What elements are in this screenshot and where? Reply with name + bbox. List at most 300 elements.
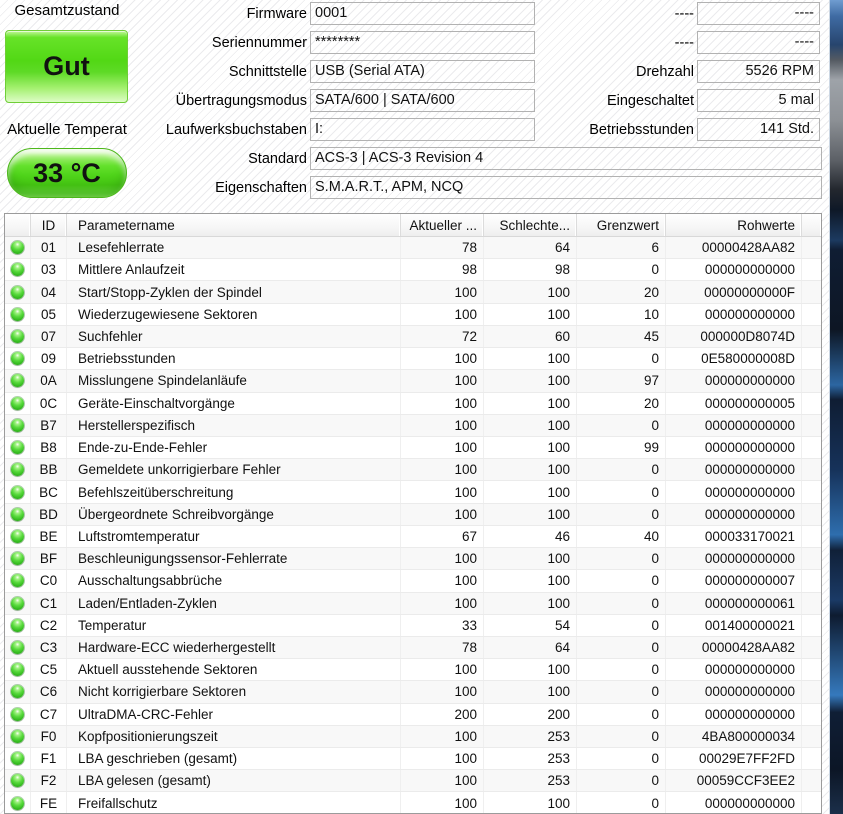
cell-id: 09 <box>31 348 67 369</box>
cell-threshold: 0 <box>577 792 666 813</box>
cell-threshold: 0 <box>577 704 666 725</box>
cell-raw: 000000000000 <box>666 681 802 702</box>
cell-filler <box>802 348 821 369</box>
cell-id: 01 <box>31 237 67 258</box>
cell-raw: 000000000000 <box>666 415 802 436</box>
cell-status <box>5 704 31 725</box>
health-status-button[interactable]: Gut <box>5 30 128 103</box>
info-field-label: Eigenschaften <box>215 179 307 196</box>
stat-field-value-box: 5 mal <box>697 89 820 112</box>
cell-id: BE <box>31 526 67 547</box>
cell-parametername: Mittlere Anlaufzeit <box>67 259 401 280</box>
cell-status <box>5 481 31 502</box>
cell-current: 100 <box>401 348 484 369</box>
cell-filler <box>802 281 821 302</box>
cell-raw: 000000000000 <box>666 370 802 391</box>
cell-raw: 000000000000 <box>666 548 802 569</box>
cell-current: 100 <box>401 281 484 302</box>
cell-threshold: 20 <box>577 393 666 414</box>
cell-worst: 100 <box>484 393 577 414</box>
cell-raw: 000000000000 <box>666 792 802 813</box>
cell-raw: 0E580000008D <box>666 348 802 369</box>
info-field-value-box: I: <box>310 118 535 141</box>
cell-threshold: 0 <box>577 459 666 480</box>
smart-table-row-BD[interactable] <box>5 504 821 526</box>
temperature-label: Aktuelle Temperat <box>7 121 127 138</box>
smart-table-row-F1[interactable] <box>5 748 821 770</box>
smart-table-row-BE[interactable] <box>5 526 821 548</box>
info-field-value-box: S.M.A.R.T., APM, NCQ <box>310 176 822 199</box>
smart-table-row-C3[interactable] <box>5 637 821 659</box>
cell-parametername: Temperatur <box>67 615 401 636</box>
cell-parametername: Freifallschutz <box>67 792 401 813</box>
cell-threshold: 0 <box>577 593 666 614</box>
cell-worst: 253 <box>484 770 577 791</box>
cell-threshold: 0 <box>577 504 666 525</box>
status-ok-icon <box>11 441 24 454</box>
cell-parametername: Luftstromtemperatur <box>67 526 401 547</box>
cell-worst: 98 <box>484 259 577 280</box>
cell-current: 100 <box>401 748 484 769</box>
cell-parametername: Wiederzugewiesene Sektoren <box>67 304 401 325</box>
cell-filler <box>802 259 821 280</box>
cell-current: 33 <box>401 615 484 636</box>
cell-raw: 000033170021 <box>666 526 802 547</box>
health-status-label: Gesamtzustand <box>14 2 120 19</box>
cell-parametername: Ende-zu-Ende-Fehler <box>67 437 401 458</box>
cell-filler <box>802 792 821 813</box>
cell-worst: 60 <box>484 326 577 347</box>
smart-table-row-0C[interactable] <box>5 393 821 415</box>
status-ok-icon <box>11 708 24 721</box>
cell-id: FE <box>31 792 67 813</box>
cell-parametername: Betriebsstunden <box>67 348 401 369</box>
stat-field-value-box: ---- <box>697 31 820 54</box>
cell-filler <box>802 326 821 347</box>
cell-status <box>5 681 31 702</box>
cell-worst: 46 <box>484 526 577 547</box>
cell-worst: 100 <box>484 281 577 302</box>
cell-raw: 00059CCF3EE2 <box>666 770 802 791</box>
status-ok-icon <box>11 286 24 299</box>
cell-threshold: 0 <box>577 748 666 769</box>
smart-table-row-C2[interactable] <box>5 615 821 637</box>
cell-parametername: LBA gelesen (gesamt) <box>67 770 401 791</box>
cell-id: BF <box>31 548 67 569</box>
status-ok-icon <box>11 574 24 587</box>
cell-filler <box>802 415 821 436</box>
cell-filler <box>802 370 821 391</box>
cell-id: F2 <box>31 770 67 791</box>
cell-id: B7 <box>31 415 67 436</box>
cell-status <box>5 570 31 591</box>
cell-filler <box>802 659 821 680</box>
status-ok-icon <box>11 752 24 765</box>
cell-worst: 100 <box>484 548 577 569</box>
cell-worst: 54 <box>484 615 577 636</box>
smart-header-col-worst[interactable]: Schlechte... <box>484 214 577 236</box>
cell-parametername: Kopfpositionierungszeit <box>67 726 401 747</box>
smart-table-row-BB[interactable] <box>5 459 821 481</box>
stat-field-label: Betriebsstunden <box>589 121 694 138</box>
smart-header-filler <box>802 214 821 236</box>
cell-status <box>5 637 31 658</box>
cell-raw: 000000000000 <box>666 704 802 725</box>
cell-status <box>5 615 31 636</box>
cell-status <box>5 281 31 302</box>
smart-table-row-03[interactable] <box>5 259 821 281</box>
cell-worst: 253 <box>484 748 577 769</box>
cell-raw: 4BA800000034 <box>666 726 802 747</box>
cell-parametername: Hardware-ECC wiederhergestellt <box>67 637 401 658</box>
cell-current: 100 <box>401 570 484 591</box>
status-ok-icon <box>11 619 24 632</box>
stat-field-value-box: 5526 RPM <box>697 60 820 83</box>
cell-filler <box>802 748 821 769</box>
cell-worst: 253 <box>484 726 577 747</box>
cell-id: C2 <box>31 615 67 636</box>
cell-status <box>5 415 31 436</box>
cell-raw: 000000000000 <box>666 481 802 502</box>
cell-parametername: Herstellerspezifisch <box>67 415 401 436</box>
info-field-label: Seriennummer <box>211 34 307 51</box>
smart-table-row-04[interactable] <box>5 281 821 303</box>
status-ok-icon <box>11 463 24 476</box>
cell-parametername: Geräte-Einschaltvorgänge <box>67 393 401 414</box>
status-ok-icon <box>11 241 24 254</box>
cell-id: C0 <box>31 570 67 591</box>
cell-id: 04 <box>31 281 67 302</box>
smart-table-row-0A[interactable] <box>5 370 821 392</box>
info-field-row <box>0 147 822 170</box>
status-ok-icon <box>11 308 24 321</box>
cell-threshold: 0 <box>577 548 666 569</box>
cell-threshold: 10 <box>577 304 666 325</box>
cell-worst: 100 <box>484 437 577 458</box>
cell-current: 100 <box>401 459 484 480</box>
cell-filler <box>802 504 821 525</box>
cell-raw: 000000000000 <box>666 304 802 325</box>
smart-table-row-01[interactable] <box>5 237 821 259</box>
smart-header-col-parametername[interactable]: Parametername <box>67 214 401 236</box>
stat-field-row <box>0 2 820 25</box>
cell-status <box>5 348 31 369</box>
cell-parametername: Aktuell ausstehende Sektoren <box>67 659 401 680</box>
cell-id: B8 <box>31 437 67 458</box>
cell-current: 78 <box>401 637 484 658</box>
cell-worst: 100 <box>484 415 577 436</box>
cell-raw: 000000D8074D <box>666 326 802 347</box>
stat-field-row <box>0 89 820 112</box>
cell-filler <box>802 437 821 458</box>
info-field-value-box: 0001 <box>310 2 535 25</box>
cell-filler <box>802 570 821 591</box>
smart-table-header <box>5 214 821 237</box>
stat-field-row <box>0 118 820 141</box>
cell-threshold: 99 <box>577 437 666 458</box>
cell-current: 100 <box>401 792 484 813</box>
cell-filler <box>802 726 821 747</box>
smart-table-row-F0[interactable] <box>5 726 821 748</box>
cell-current: 100 <box>401 393 484 414</box>
cell-filler <box>802 548 821 569</box>
cell-filler <box>802 393 821 414</box>
cell-threshold: 40 <box>577 526 666 547</box>
status-ok-icon <box>11 641 24 654</box>
cell-current: 100 <box>401 548 484 569</box>
cell-threshold: 45 <box>577 326 666 347</box>
cell-status <box>5 726 31 747</box>
status-ok-icon <box>11 685 24 698</box>
cell-current: 200 <box>401 704 484 725</box>
cell-current: 67 <box>401 526 484 547</box>
cell-worst: 100 <box>484 659 577 680</box>
info-field-value-box: USB (Serial ATA) <box>310 60 535 83</box>
cell-current: 78 <box>401 237 484 258</box>
cell-worst: 100 <box>484 570 577 591</box>
stat-field-label: Drehzahl <box>635 63 694 80</box>
status-ok-icon <box>11 486 24 499</box>
cell-raw: 00000428AA82 <box>666 637 802 658</box>
cell-parametername: Befehlszeitüberschreitung <box>67 481 401 502</box>
smart-table-row-07[interactable] <box>5 326 821 348</box>
smart-table-row-B8[interactable] <box>5 437 821 459</box>
cell-id: C3 <box>31 637 67 658</box>
cell-status <box>5 304 31 325</box>
cell-threshold: 0 <box>577 259 666 280</box>
cell-filler <box>802 237 821 258</box>
cell-filler <box>802 681 821 702</box>
stat-field-row <box>0 31 820 54</box>
cell-raw: 00029E7FF2FD <box>666 748 802 769</box>
window-background-edge <box>829 0 843 814</box>
cell-status <box>5 659 31 680</box>
status-ok-icon <box>11 530 24 543</box>
smart-header-col-current[interactable]: Aktueller ... <box>401 214 484 236</box>
stat-field-label: ---- <box>674 5 694 22</box>
status-ok-icon <box>11 663 24 676</box>
cell-parametername: Start/Stopp-Zyklen der Spindel <box>67 281 401 302</box>
smart-attributes-table <box>4 213 822 814</box>
cell-filler <box>802 459 821 480</box>
smart-table-row-C5[interactable] <box>5 659 821 681</box>
cell-threshold: 0 <box>577 726 666 747</box>
status-ok-icon <box>11 330 24 343</box>
cell-status <box>5 393 31 414</box>
smart-table-row-05[interactable] <box>5 304 821 326</box>
info-field-value-box: ******** <box>310 31 535 54</box>
cell-parametername: Beschleunigungssensor-Fehlerrate <box>67 548 401 569</box>
cell-filler <box>802 704 821 725</box>
cell-threshold: 0 <box>577 415 666 436</box>
cell-current: 100 <box>401 437 484 458</box>
cell-status <box>5 526 31 547</box>
cell-status <box>5 370 31 391</box>
cell-id: C7 <box>31 704 67 725</box>
cell-filler <box>802 481 821 502</box>
cell-raw: 000000000000 <box>666 659 802 680</box>
cell-id: F1 <box>31 748 67 769</box>
stat-field-row <box>0 60 820 83</box>
cell-current: 100 <box>401 304 484 325</box>
status-ok-icon <box>11 552 24 565</box>
smart-table-row-C1[interactable] <box>5 593 821 615</box>
cell-threshold: 0 <box>577 570 666 591</box>
info-field-label: Schnittstelle <box>228 63 307 80</box>
smart-table-row-FE[interactable] <box>5 792 821 814</box>
cell-threshold: 6 <box>577 237 666 258</box>
info-field-value-box: SATA/600 | SATA/600 <box>310 89 535 112</box>
cell-current: 100 <box>401 726 484 747</box>
cell-id: 07 <box>31 326 67 347</box>
cell-status <box>5 326 31 347</box>
stat-field-label: Eingeschaltet <box>606 92 694 109</box>
cell-current: 100 <box>401 415 484 436</box>
status-ok-icon <box>11 263 24 276</box>
stat-field-value-box: ---- <box>697 2 820 25</box>
cell-parametername: Suchfehler <box>67 326 401 347</box>
smart-table-row-C0[interactable] <box>5 570 821 592</box>
cell-worst: 100 <box>484 304 577 325</box>
cell-parametername: Nicht korrigierbare Sektoren <box>67 681 401 702</box>
cell-current: 100 <box>401 770 484 791</box>
cell-status <box>5 459 31 480</box>
cell-parametername: Übergeordnete Schreibvorgänge <box>67 504 401 525</box>
cell-current: 100 <box>401 370 484 391</box>
cell-worst: 64 <box>484 637 577 658</box>
status-ok-icon <box>11 374 24 387</box>
status-ok-icon <box>11 730 24 743</box>
cell-status <box>5 504 31 525</box>
cell-id: C1 <box>31 593 67 614</box>
cell-raw: 001400000021 <box>666 615 802 636</box>
cell-filler <box>802 593 821 614</box>
smart-table-row-C7[interactable] <box>5 704 821 726</box>
cell-current: 100 <box>401 504 484 525</box>
cell-parametername: Laden/Entladen-Zyklen <box>67 593 401 614</box>
smart-header-col-id[interactable]: ID <box>31 214 67 236</box>
status-ok-icon <box>11 597 24 610</box>
cell-current: 100 <box>401 481 484 502</box>
smart-header-col-raw[interactable]: Rohwerte <box>666 214 802 236</box>
cell-status <box>5 548 31 569</box>
cell-parametername: UltraDMA-CRC-Fehler <box>67 704 401 725</box>
cell-filler <box>802 770 821 791</box>
cell-id: C5 <box>31 659 67 680</box>
cell-id: 0C <box>31 393 67 414</box>
cell-raw: 000000000000 <box>666 259 802 280</box>
cell-worst: 100 <box>484 681 577 702</box>
cell-id: BD <box>31 504 67 525</box>
cell-threshold: 20 <box>577 281 666 302</box>
smart-table-row-C6[interactable] <box>5 681 821 703</box>
cell-worst: 100 <box>484 792 577 813</box>
smart-table-row-B7[interactable] <box>5 415 821 437</box>
cell-raw: 00000000000F <box>666 281 802 302</box>
cell-id: BB <box>31 459 67 480</box>
cell-parametername: Ausschaltungsabbrüche <box>67 570 401 591</box>
stat-field-value-box: 141 Std. <box>697 118 820 141</box>
cell-parametername: Gemeldete unkorrigierbare Fehler <box>67 459 401 480</box>
cell-filler <box>802 637 821 658</box>
smart-table-body <box>5 237 821 814</box>
cell-current: 100 <box>401 593 484 614</box>
cell-worst: 100 <box>484 504 577 525</box>
cell-raw: 000000000005 <box>666 393 802 414</box>
cell-id: 0A <box>31 370 67 391</box>
cell-raw: 000000000000 <box>666 437 802 458</box>
cell-threshold: 0 <box>577 770 666 791</box>
cell-status <box>5 748 31 769</box>
cell-worst: 100 <box>484 459 577 480</box>
cell-raw: 000000000000 <box>666 504 802 525</box>
cell-parametername: Lesefehlerrate <box>67 237 401 258</box>
info-field-value-box: ACS-3 | ACS-3 Revision 4 <box>310 147 822 170</box>
smart-table-row-BF[interactable] <box>5 548 821 570</box>
cell-id: BC <box>31 481 67 502</box>
cell-worst: 100 <box>484 348 577 369</box>
cell-filler <box>802 526 821 547</box>
smart-header-col-threshold[interactable]: Grenzwert <box>577 214 666 236</box>
stat-field-label: ---- <box>674 34 694 51</box>
info-field-row <box>0 176 822 199</box>
smart-table-row-BC[interactable] <box>5 481 821 503</box>
cell-id: 03 <box>31 259 67 280</box>
cell-status <box>5 237 31 258</box>
cell-worst: 100 <box>484 593 577 614</box>
cell-worst: 64 <box>484 237 577 258</box>
smart-header-col-status[interactable] <box>5 214 31 236</box>
cell-id: F0 <box>31 726 67 747</box>
info-field-label: Laufwerksbuchstaben <box>165 121 307 138</box>
status-ok-icon <box>11 419 24 432</box>
cell-parametername: Misslungene Spindelanläufe <box>67 370 401 391</box>
cell-id: 05 <box>31 304 67 325</box>
status-ok-icon <box>11 508 24 521</box>
cell-threshold: 0 <box>577 659 666 680</box>
temperature-button[interactable]: 33 °C <box>7 148 127 198</box>
cell-current: 100 <box>401 659 484 680</box>
smart-table-row-F2[interactable] <box>5 770 821 792</box>
cell-status <box>5 792 31 813</box>
cell-threshold: 0 <box>577 637 666 658</box>
status-ok-icon <box>11 352 24 365</box>
cell-raw: 000000000061 <box>666 593 802 614</box>
cell-threshold: 97 <box>577 370 666 391</box>
cell-worst: 100 <box>484 481 577 502</box>
status-ok-icon <box>11 397 24 410</box>
cell-raw: 000000000007 <box>666 570 802 591</box>
cell-filler <box>802 304 821 325</box>
cell-worst: 200 <box>484 704 577 725</box>
status-ok-icon <box>11 774 24 787</box>
cell-status <box>5 770 31 791</box>
cell-status <box>5 437 31 458</box>
cell-threshold: 0 <box>577 481 666 502</box>
cell-parametername: LBA geschrieben (gesamt) <box>67 748 401 769</box>
cell-current: 100 <box>401 681 484 702</box>
info-field-label: Übertragungsmodus <box>175 92 307 109</box>
smart-table-row-09[interactable] <box>5 348 821 370</box>
cell-current: 98 <box>401 259 484 280</box>
cell-current: 72 <box>401 326 484 347</box>
info-field-label: Firmware <box>246 5 307 22</box>
cell-status <box>5 259 31 280</box>
cell-worst: 100 <box>484 370 577 391</box>
info-field-label: Standard <box>248 150 307 167</box>
status-ok-icon <box>11 797 24 810</box>
cell-raw: 00000428AA82 <box>666 237 802 258</box>
